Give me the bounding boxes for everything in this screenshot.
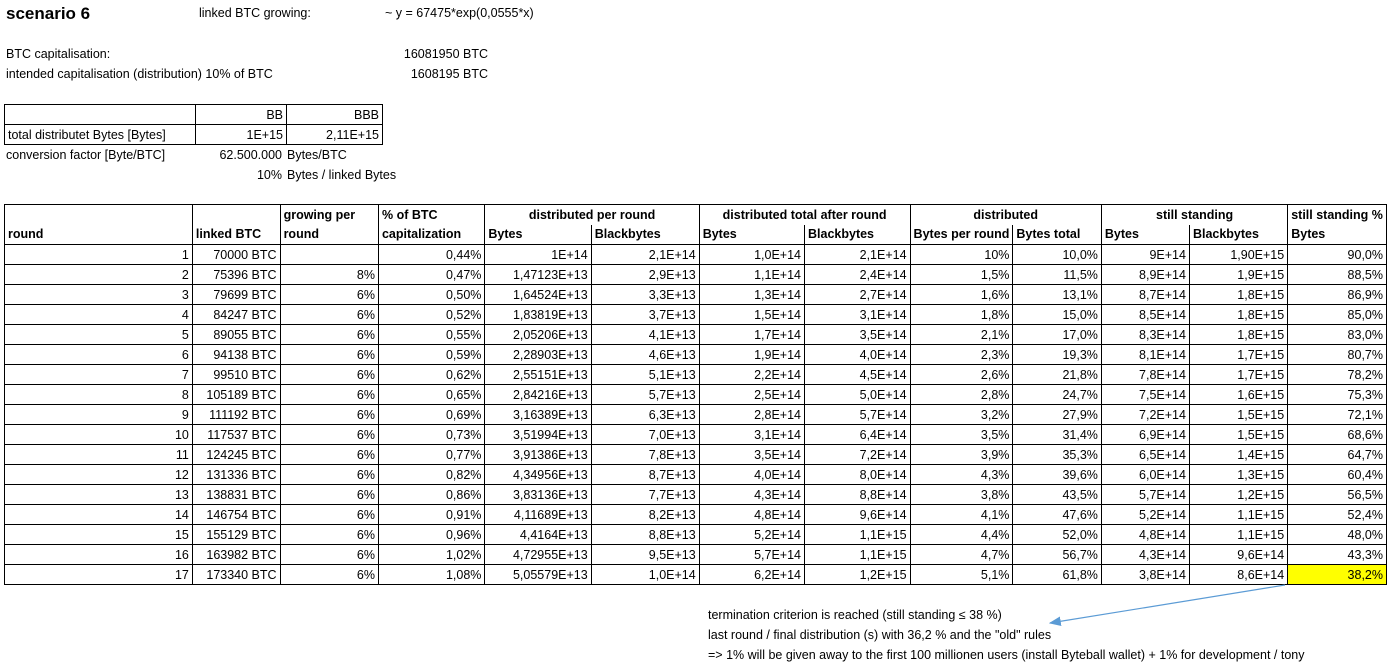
- cell-dist-bytes: 2,55151E+13: [485, 365, 591, 385]
- header-blackbytes-1: Blackbytes: [591, 225, 699, 245]
- cell-still-pct: 80,7%: [1288, 345, 1387, 365]
- cell-growing-per-round: 8%: [280, 265, 378, 285]
- header-growing-2: round: [280, 225, 378, 245]
- cell-still-pct: 72,1%: [1288, 405, 1387, 425]
- cell-linked-btc: 105189 BTC: [192, 385, 280, 405]
- cell-dist-blackbytes: 4,6E+13: [591, 345, 699, 365]
- cell-bytes-per-round: 4,7%: [910, 545, 1013, 565]
- cell-pct-btc-cap: 0,91%: [378, 505, 484, 525]
- cell-dist-bytes: 1,83819E+13: [485, 305, 591, 325]
- cell-total-blackbytes: 7,2E+14: [805, 445, 911, 465]
- cell-still-bytes: 4,3E+14: [1101, 545, 1189, 565]
- note-giveaway: => 1% will be given away to the first 100 millionen users (install Byteball wallet) + 1% for development / tony: [708, 648, 1305, 662]
- cell-bytes-total: 39,6%: [1013, 465, 1102, 485]
- cell-total-blackbytes: 3,5E+14: [805, 325, 911, 345]
- cell-round: 6: [5, 345, 193, 365]
- cell-dist-bytes: 4,4164E+13: [485, 525, 591, 545]
- cell-round: 3: [5, 285, 193, 305]
- cell-total-blackbytes: 5,7E+14: [805, 405, 911, 425]
- bb-row-label: total distributet Bytes [Bytes]: [5, 125, 196, 145]
- cell-bytes-per-round: 3,2%: [910, 405, 1013, 425]
- cell-still-pct: 38,2%: [1288, 565, 1387, 585]
- cell-round: 12: [5, 465, 193, 485]
- cell-round: 8: [5, 385, 193, 405]
- cell-still-pct: 43,3%: [1288, 545, 1387, 565]
- cell-round: 5: [5, 325, 193, 345]
- cell-total-bytes: 4,3E+14: [699, 485, 804, 505]
- cell-still-bytes: 7,5E+14: [1101, 385, 1189, 405]
- cell-still-pct: 48,0%: [1288, 525, 1387, 545]
- cell-dist-blackbytes: 1,0E+14: [591, 565, 699, 585]
- cell-still-bytes: 8,9E+14: [1101, 265, 1189, 285]
- header-round: round: [5, 225, 193, 245]
- cell-pct-btc-cap: 0,47%: [378, 265, 484, 285]
- cell-growing-per-round: 6%: [280, 305, 378, 325]
- cell-pct-btc-cap: 0,50%: [378, 285, 484, 305]
- cell-still-blackbytes: 1,1E+15: [1189, 505, 1287, 525]
- cell-dist-blackbytes: 2,1E+14: [591, 245, 699, 265]
- cell-total-bytes: 5,7E+14: [699, 545, 804, 565]
- cell-total-blackbytes: 1,1E+15: [805, 525, 911, 545]
- cell-still-bytes: 7,2E+14: [1101, 405, 1189, 425]
- cell-total-blackbytes: 5,0E+14: [805, 385, 911, 405]
- cell-total-bytes: 1,3E+14: [699, 285, 804, 305]
- cell-total-blackbytes: 2,4E+14: [805, 265, 911, 285]
- cell-bytes-total: 35,3%: [1013, 445, 1102, 465]
- header-bytes-2: Bytes: [699, 225, 804, 245]
- cell-total-bytes: 1,9E+14: [699, 345, 804, 365]
- cell-still-blackbytes: 1,8E+15: [1189, 305, 1287, 325]
- cell-growing-per-round: 6%: [280, 365, 378, 385]
- header-still: still standing: [1101, 205, 1287, 225]
- cell-growing-per-round: 6%: [280, 465, 378, 485]
- cell-pct-btc-cap: 0,96%: [378, 525, 484, 545]
- cell-still-pct: 60,4%: [1288, 465, 1387, 485]
- cell-bytes-total: 27,9%: [1013, 405, 1102, 425]
- cell-still-bytes: 3,8E+14: [1101, 565, 1189, 585]
- cell-linked-btc: 124245 BTC: [192, 445, 280, 465]
- cell-growing-per-round: 6%: [280, 285, 378, 305]
- cell-total-bytes: 2,8E+14: [699, 405, 804, 425]
- cell-bytes-per-round: 1,5%: [910, 265, 1013, 285]
- cell-growing-per-round: 6%: [280, 325, 378, 345]
- cell-total-bytes: 1,0E+14: [699, 245, 804, 265]
- header-linked: linked BTC: [192, 225, 280, 245]
- cell-still-pct: 78,2%: [1288, 365, 1387, 385]
- cell-still-blackbytes: 1,8E+15: [1189, 325, 1287, 345]
- cell-total-blackbytes: 4,0E+14: [805, 345, 911, 365]
- cell-dist-blackbytes: 3,3E+13: [591, 285, 699, 305]
- cell-total-bytes: 2,5E+14: [699, 385, 804, 405]
- cell-dist-bytes: 3,16389E+13: [485, 405, 591, 425]
- cell-dist-blackbytes: 8,7E+13: [591, 465, 699, 485]
- cell-dist-bytes: 2,84216E+13: [485, 385, 591, 405]
- cell-dist-bytes: 1,64524E+13: [485, 285, 591, 305]
- cell-linked-btc: 131336 BTC: [192, 465, 280, 485]
- cell-pct-btc-cap: 0,69%: [378, 405, 484, 425]
- cell-dist-bytes: 3,83136E+13: [485, 485, 591, 505]
- header-pct-btc-2: capitalization: [378, 225, 484, 245]
- cell-bytes-total: 43,5%: [1013, 485, 1102, 505]
- cell-total-blackbytes: 2,7E+14: [805, 285, 911, 305]
- growing-label: linked BTC growing:: [199, 6, 311, 20]
- cell-pct-btc-cap: 0,82%: [378, 465, 484, 485]
- cell-still-bytes: 8,5E+14: [1101, 305, 1189, 325]
- cell-still-pct: 56,5%: [1288, 485, 1387, 505]
- header-blackbytes-3: Blackbytes: [1189, 225, 1287, 245]
- cell-total-blackbytes: 2,1E+14: [805, 245, 911, 265]
- cell-bytes-total: 11,5%: [1013, 265, 1102, 285]
- cell-linked-btc: 111192 BTC: [192, 405, 280, 425]
- cell-bytes-total: 15,0%: [1013, 305, 1102, 325]
- cell-pct-btc-cap: 1,08%: [378, 565, 484, 585]
- cell-bytes-total: 61,8%: [1013, 565, 1102, 585]
- cell-bytes-per-round: 4,4%: [910, 525, 1013, 545]
- cell-still-pct: 68,6%: [1288, 425, 1387, 445]
- cell-pct-btc-cap: 0,65%: [378, 385, 484, 405]
- cell-round: 1: [5, 245, 193, 265]
- bb-col-header: BB: [196, 105, 287, 125]
- cell-total-bytes: 5,2E+14: [699, 525, 804, 545]
- cell-total-blackbytes: 6,4E+14: [805, 425, 911, 445]
- cell-total-bytes: 3,1E+14: [699, 425, 804, 445]
- cell-still-pct: 86,9%: [1288, 285, 1387, 305]
- cell-still-bytes: 8,1E+14: [1101, 345, 1189, 365]
- cell-linked-btc: 89055 BTC: [192, 325, 280, 345]
- cell-growing-per-round: 6%: [280, 425, 378, 445]
- cell-bytes-total: 24,7%: [1013, 385, 1102, 405]
- bb-value: 1E+15: [196, 125, 287, 145]
- cell-dist-blackbytes: 5,1E+13: [591, 365, 699, 385]
- cell-pct-btc-cap: 0,55%: [378, 325, 484, 345]
- cell-round: 10: [5, 425, 193, 445]
- cell-bytes-per-round: 2,8%: [910, 385, 1013, 405]
- cell-still-blackbytes: 9,6E+14: [1189, 545, 1287, 565]
- cell-round: 14: [5, 505, 193, 525]
- cell-total-bytes: 4,0E+14: [699, 465, 804, 485]
- btc-cap-label: BTC capitalisation:: [6, 47, 111, 61]
- intended-cap-value: 1608195 BTC: [410, 67, 488, 81]
- cell-dist-blackbytes: 6,3E+13: [591, 405, 699, 425]
- btc-cap-value: 16081950 BTC: [403, 47, 488, 61]
- cell-still-bytes: 5,2E+14: [1101, 505, 1189, 525]
- cell-round: 13: [5, 485, 193, 505]
- cell-bytes-total: 56,7%: [1013, 545, 1102, 565]
- page-title: scenario 6: [6, 4, 91, 23]
- note-termination: termination criterion is reached (still standing ≤ 38 %): [708, 608, 1002, 622]
- cell-growing-per-round: 6%: [280, 525, 378, 545]
- header-bytes-4: Bytes: [1288, 225, 1387, 245]
- cell-dist-bytes: 1,47123E+13: [485, 265, 591, 285]
- cell-growing-per-round: 6%: [280, 385, 378, 405]
- cell-still-blackbytes: 1,6E+15: [1189, 385, 1287, 405]
- cell-linked-btc: 163982 BTC: [192, 545, 280, 565]
- cell-dist-bytes: 3,51994E+13: [485, 425, 591, 445]
- cell-linked-btc: 146754 BTC: [192, 505, 280, 525]
- cell-growing-per-round: 6%: [280, 505, 378, 525]
- cell-total-blackbytes: 8,0E+14: [805, 465, 911, 485]
- cell-total-bytes: 6,2E+14: [699, 565, 804, 585]
- header-growing: growing per: [280, 205, 378, 225]
- header-dist-round: distributed per round: [485, 205, 699, 225]
- cell-linked-btc: 117537 BTC: [192, 425, 280, 445]
- cell-bytes-total: 47,6%: [1013, 505, 1102, 525]
- cell-linked-btc: 173340 BTC: [192, 565, 280, 585]
- header-bytes-1: Bytes: [485, 225, 591, 245]
- cell-total-blackbytes: 1,2E+15: [805, 565, 911, 585]
- cell-still-pct: 64,7%: [1288, 445, 1387, 465]
- header-bytes-total: Bytes total: [1013, 225, 1102, 245]
- cell-linked-btc: 99510 BTC: [192, 365, 280, 385]
- cell-pct-btc-cap: 0,52%: [378, 305, 484, 325]
- cell-dist-blackbytes: 7,0E+13: [591, 425, 699, 445]
- header-blackbytes-2: Blackbytes: [805, 225, 911, 245]
- cell-dist-bytes: 2,05206E+13: [485, 325, 591, 345]
- cell-total-blackbytes: 1,1E+15: [805, 545, 911, 565]
- cell-dist-blackbytes: 5,7E+13: [591, 385, 699, 405]
- cell-growing-per-round: 6%: [280, 345, 378, 365]
- growth-formula: ~ y = 67475*exp(0,0555*x): [385, 6, 534, 20]
- cell-still-blackbytes: 1,7E+15: [1189, 365, 1287, 385]
- cell-linked-btc: 94138 BTC: [192, 345, 280, 365]
- cell-linked-btc: 138831 BTC: [192, 485, 280, 505]
- cell-still-blackbytes: 8,6E+14: [1189, 565, 1287, 585]
- cell-dist-blackbytes: 3,7E+13: [591, 305, 699, 325]
- cell-bytes-per-round: 4,3%: [910, 465, 1013, 485]
- cell-dist-bytes: 4,11689E+13: [485, 505, 591, 525]
- intended-cap-label: intended capitalisation (distribution) 10% of BTC: [6, 67, 273, 81]
- cell-total-bytes: 3,5E+14: [699, 445, 804, 465]
- cell-growing-per-round: 6%: [280, 445, 378, 465]
- cell-dist-bytes: 1E+14: [485, 245, 591, 265]
- header-bytes-3: Bytes: [1101, 225, 1189, 245]
- cell-bytes-total: 19,3%: [1013, 345, 1102, 365]
- cell-bytes-per-round: 10%: [910, 245, 1013, 265]
- cell-total-bytes: 1,5E+14: [699, 305, 804, 325]
- cell-dist-blackbytes: 7,7E+13: [591, 485, 699, 505]
- cell-bytes-per-round: 2,6%: [910, 365, 1013, 385]
- cell-linked-btc: 75396 BTC: [192, 265, 280, 285]
- header-pct-btc: % of BTC: [378, 205, 484, 225]
- cell-total-blackbytes: 9,6E+14: [805, 505, 911, 525]
- cell-still-blackbytes: 1,4E+15: [1189, 445, 1287, 465]
- cell-total-bytes: 2,2E+14: [699, 365, 804, 385]
- cell-round: 2: [5, 265, 193, 285]
- header-dist-total: distributed total after round: [699, 205, 910, 225]
- cell-still-blackbytes: 1,2E+15: [1189, 485, 1287, 505]
- cell-bytes-total: 10,0%: [1013, 245, 1102, 265]
- cell-bytes-total: 31,4%: [1013, 425, 1102, 445]
- cell-still-blackbytes: 1,90E+15: [1189, 245, 1287, 265]
- cell-still-pct: 88,5%: [1288, 265, 1387, 285]
- conversion-label: conversion factor [Byte/BTC]: [6, 148, 166, 162]
- cell-round: 15: [5, 525, 193, 545]
- cell-still-bytes: 7,8E+14: [1101, 365, 1189, 385]
- cell-total-blackbytes: 4,5E+14: [805, 365, 911, 385]
- cell-still-bytes: 5,7E+14: [1101, 485, 1189, 505]
- cell-dist-bytes: 4,72955E+13: [485, 545, 591, 565]
- cell-still-bytes: 8,3E+14: [1101, 325, 1189, 345]
- conversion-unit: Bytes/BTC: [287, 148, 347, 162]
- cell-total-bytes: 4,8E+14: [699, 505, 804, 525]
- cell-bytes-per-round: 3,5%: [910, 425, 1013, 445]
- cell-linked-btc: 155129 BTC: [192, 525, 280, 545]
- cell-still-pct: 52,4%: [1288, 505, 1387, 525]
- cell-round: 11: [5, 445, 193, 465]
- arrow-line: [1050, 585, 1285, 623]
- cell-dist-bytes: 3,91386E+13: [485, 445, 591, 465]
- cell-dist-blackbytes: 4,1E+13: [591, 325, 699, 345]
- cell-pct-btc-cap: 0,77%: [378, 445, 484, 465]
- cell-still-pct: 75,3%: [1288, 385, 1387, 405]
- cell-still-bytes: 6,9E+14: [1101, 425, 1189, 445]
- cell-growing-per-round: 6%: [280, 565, 378, 585]
- cell-pct-btc-cap: 0,59%: [378, 345, 484, 365]
- cell-still-blackbytes: 1,5E+15: [1189, 425, 1287, 445]
- cell-linked-btc: 84247 BTC: [192, 305, 280, 325]
- bbb-col-header: BBB: [287, 105, 383, 125]
- cell-still-bytes: 6,0E+14: [1101, 465, 1189, 485]
- cell-still-bytes: 4,8E+14: [1101, 525, 1189, 545]
- cell-bytes-per-round: 3,8%: [910, 485, 1013, 505]
- cell-still-blackbytes: 1,3E+15: [1189, 465, 1287, 485]
- cell-linked-btc: 79699 BTC: [192, 285, 280, 305]
- cell-still-bytes: 6,5E+14: [1101, 445, 1189, 465]
- cell-dist-bytes: 5,05579E+13: [485, 565, 591, 585]
- cell-bytes-per-round: 2,3%: [910, 345, 1013, 365]
- cell-round: 17: [5, 565, 193, 585]
- cell-still-blackbytes: 1,9E+15: [1189, 265, 1287, 285]
- cell-still-blackbytes: 1,5E+15: [1189, 405, 1287, 425]
- header-distributed: distributed: [910, 205, 1101, 225]
- cell-dist-blackbytes: 7,8E+13: [591, 445, 699, 465]
- cell-bytes-per-round: 5,1%: [910, 565, 1013, 585]
- cell-bytes-total: 21,8%: [1013, 365, 1102, 385]
- cell-bytes-per-round: 1,8%: [910, 305, 1013, 325]
- cell-round: 4: [5, 305, 193, 325]
- cell-still-blackbytes: 1,1E+15: [1189, 525, 1287, 545]
- cell-round: 7: [5, 365, 193, 385]
- cell-dist-bytes: 2,28903E+13: [485, 345, 591, 365]
- bbb-value: 2,11E+15: [287, 125, 383, 145]
- cell-pct-btc-cap: 0,73%: [378, 425, 484, 445]
- header-bytes-per-round: Bytes per round: [910, 225, 1013, 245]
- cell-dist-blackbytes: 2,9E+13: [591, 265, 699, 285]
- cell-still-blackbytes: 1,7E+15: [1189, 345, 1287, 365]
- cell-pct-btc-cap: 1,02%: [378, 545, 484, 565]
- cell-still-bytes: 9E+14: [1101, 245, 1189, 265]
- conversion-value: 62.500.000: [219, 148, 282, 162]
- cell-growing-per-round: 6%: [280, 405, 378, 425]
- cell-pct-btc-cap: 0,86%: [378, 485, 484, 505]
- cell-total-bytes: 1,7E+14: [699, 325, 804, 345]
- cell-dist-blackbytes: 8,8E+13: [591, 525, 699, 545]
- header-still-pct: still standing %: [1288, 205, 1387, 225]
- conversion-pct-unit: Bytes / linked Bytes: [287, 168, 397, 182]
- cell-pct-btc-cap: 0,44%: [378, 245, 484, 265]
- cell-bytes-per-round: 1,6%: [910, 285, 1013, 305]
- cell-still-pct: 90,0%: [1288, 245, 1387, 265]
- cell-dist-blackbytes: 8,2E+13: [591, 505, 699, 525]
- cell-still-pct: 83,0%: [1288, 325, 1387, 345]
- cell-still-blackbytes: 1,8E+15: [1189, 285, 1287, 305]
- cell-bytes-total: 17,0%: [1013, 325, 1102, 345]
- cell-round: 16: [5, 545, 193, 565]
- cell-pct-btc-cap: 0,62%: [378, 365, 484, 385]
- cell-bytes-total: 52,0%: [1013, 525, 1102, 545]
- cell-linked-btc: 70000 BTC: [192, 245, 280, 265]
- cell-bytes-per-round: 2,1%: [910, 325, 1013, 345]
- cell-growing-per-round: 6%: [280, 485, 378, 505]
- cell-round: 9: [5, 405, 193, 425]
- cell-total-blackbytes: 3,1E+14: [805, 305, 911, 325]
- cell-bytes-per-round: 4,1%: [910, 505, 1013, 525]
- note-last-round: last round / final distribution (s) with 36,2 % and the "old" rules: [708, 628, 1052, 642]
- cell-total-bytes: 1,1E+14: [699, 265, 804, 285]
- cell-still-bytes: 8,7E+14: [1101, 285, 1189, 305]
- cell-dist-bytes: 4,34956E+13: [485, 465, 591, 485]
- conversion-pct: 10%: [256, 168, 282, 182]
- cell-bytes-total: 13,1%: [1013, 285, 1102, 305]
- cell-bytes-per-round: 3,9%: [910, 445, 1013, 465]
- cell-total-blackbytes: 8,8E+14: [805, 485, 911, 505]
- cell-growing-per-round: 6%: [280, 545, 378, 565]
- cell-dist-blackbytes: 9,5E+13: [591, 545, 699, 565]
- cell-still-pct: 85,0%: [1288, 305, 1387, 325]
